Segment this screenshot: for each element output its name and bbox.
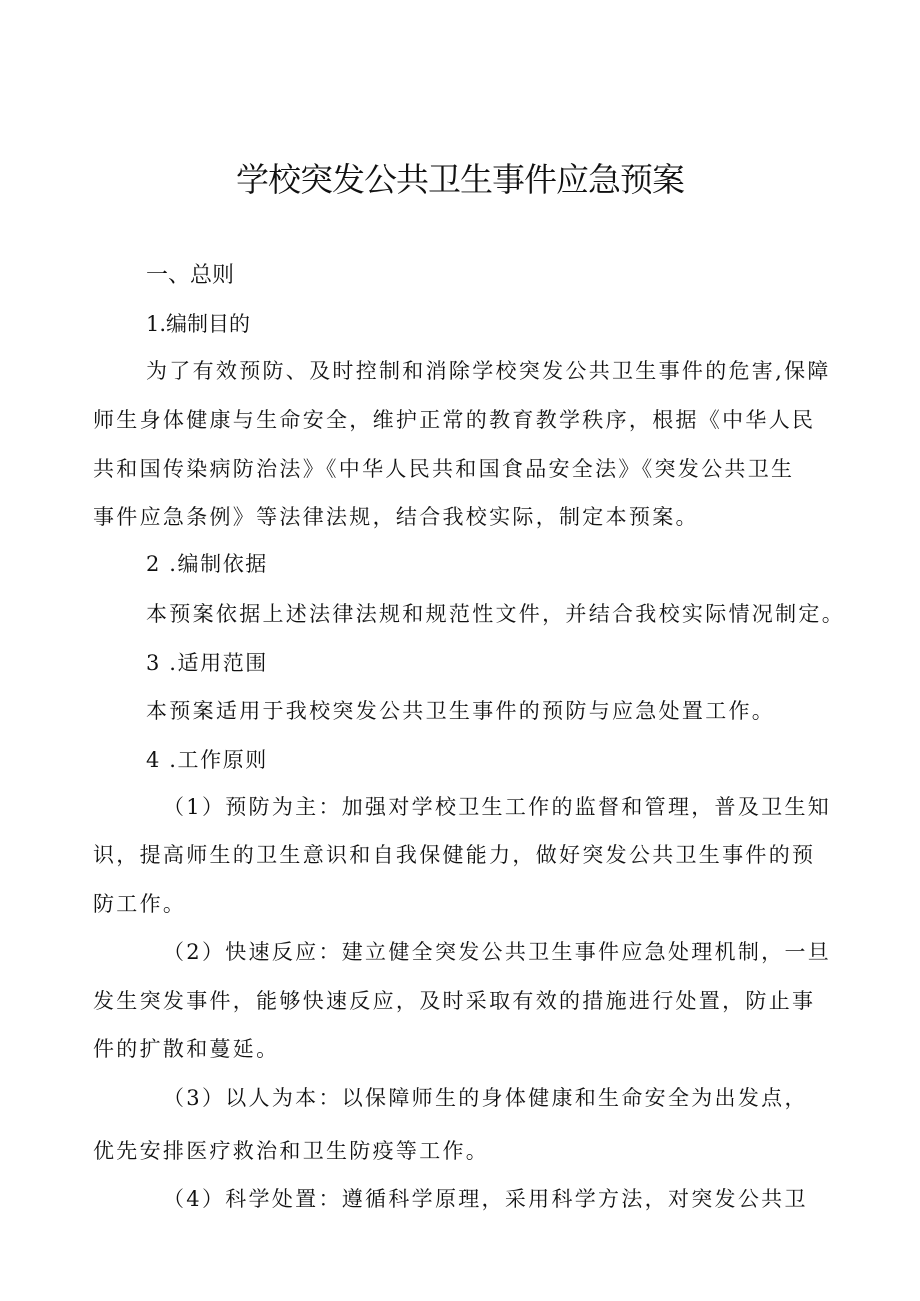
subsection-heading-purpose: 1.编制目的 xyxy=(146,312,251,336)
section-heading-general: 一、总则 xyxy=(146,263,235,288)
paragraph-line: 防工作。 xyxy=(93,892,187,916)
paragraph-line: （2）快速反应：建立健全突发公共卫生事件应急处理机制，一旦 xyxy=(163,940,832,964)
paragraph-line: 共和国传染病防治法》《中华人民共和国食品安全法》《突发公共卫生 xyxy=(93,457,795,481)
paragraph-line: （4）科学处置：遵循科学原理，采用科学方法，对突发公共卫 xyxy=(163,1187,808,1211)
subsection-heading-principles: 4 .工作原则 xyxy=(146,748,268,772)
paragraph-line: 师生身体健康与生命安全，维护正常的教育教学秩序，根据《中华人民 xyxy=(93,408,816,432)
paragraph-line: 事件应急条例》等法律法规，结合我校实际，制定本预案。 xyxy=(93,505,699,529)
document-title: 学校突发公共卫生事件应急预案 xyxy=(236,160,684,199)
paragraph-line: 发生突发事件，能够快速反应，及时采取有效的措施进行处置，防止事 xyxy=(93,989,816,1013)
paragraph-line: （3）以人为本：以保障师生的身体健康和生命安全为出发点， xyxy=(163,1086,808,1110)
paragraph-line: 件的扩散和蔓延。 xyxy=(93,1037,280,1061)
paragraph-line: 本预案依据上述法律法规和规范性文件，并结合我校实际情况制定。 xyxy=(146,602,845,626)
subsection-heading-scope: 3 .适用范围 xyxy=(146,651,268,675)
paragraph-line: （1）预防为主：加强对学校卫生工作的监督和管理，普及卫生知 xyxy=(163,795,832,819)
paragraph-line: 为了有效预防、及时控制和消除学校突发公共卫生事件的危害,保障 xyxy=(146,359,831,383)
paragraph-line: 优先安排医疗救治和卫生防疫等工作。 xyxy=(93,1139,490,1163)
paragraph-line: 本预案适用于我校突发公共卫生事件的预防与应急处置工作。 xyxy=(146,699,776,723)
paragraph-line: 识，提高师生的卫生意识和自我保健能力，做好突发公共卫生事件的预 xyxy=(93,843,816,867)
subsection-heading-basis: 2 .编制依据 xyxy=(146,552,268,576)
